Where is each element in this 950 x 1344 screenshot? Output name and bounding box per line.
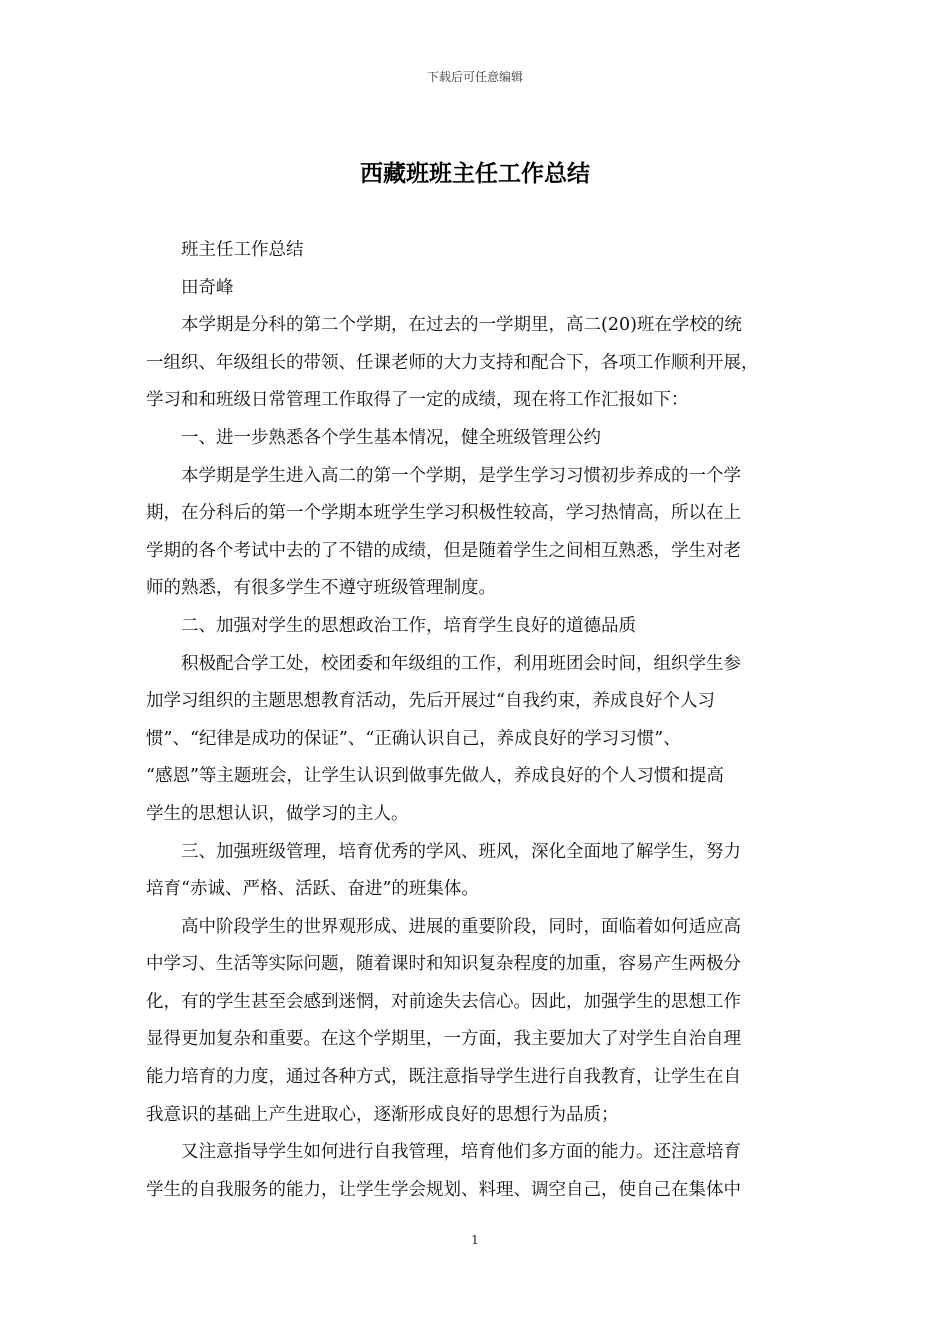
paragraph-line: 培育“赤诚、严格、活跃、奋进”的班集体。 — [146, 879, 479, 900]
paragraph-line: 本学期是学生进入高二的第一个学期，是学生学习习惯初步养成的一个学 — [181, 465, 741, 486]
paragraph-line: 本学期是分科的第二个学期，在过去的一学期里，高二(20)班在学校的统 — [181, 315, 742, 336]
paragraph-line: 高中阶段学生的世界观形成、进展的重要阶段，同时，面临着如何适应高 — [181, 916, 741, 937]
paragraph-line: 期，在分科后的第一个学期本班学生学习积极性较高，学习热情高，所以在上 — [146, 503, 741, 524]
subtitle-line: 班主任工作总结 — [181, 240, 304, 260]
paragraph-line: 师的熟悉，有很多学生不遵守班级管理制度。 — [146, 578, 496, 599]
header-note: 下载后可任意编辑 — [426, 70, 523, 84]
section-heading: 二、加强对学生的思想政治工作，培育学生良好的道德品质 — [181, 615, 636, 636]
paragraph-line: 一组织、年级组长的带领、任课老师的大力支持和配合下，各项工作顺利开展， — [146, 352, 759, 373]
paragraph-line: 学生的思想认识，做学习的主人。 — [146, 803, 409, 824]
paragraph-line: 惯”、“纪律是成功的保证”、“正确认识自己，养成良好的学习习惯”、 — [146, 728, 681, 749]
paragraph-line: “感恩”等主题班会，让学生认识到做事先做人，养成良好的个人习惯和提高 — [146, 766, 724, 787]
paragraph-line: 学期的各个考试中去的了不错的成绩，但是随着学生之间相互熟悉，学生对老 — [146, 540, 741, 561]
paragraph-line: 加学习组织的主题思想教育活动，先后开展过“自我约束，养成良好个人习 — [146, 691, 715, 712]
paragraph-line: 又注意指导学生如何进行自我管理，培育他们多方面的能力。还注意培育 — [181, 1142, 741, 1163]
section-heading: 三、加强班级管理，培育优秀的学风、班风，深化全面地了解学生，努力 — [181, 841, 741, 862]
paragraph-line: 学生的自我服务的能力，让学生学会规划、料理、调空自己，使自己在集体中 — [146, 1179, 741, 1200]
paragraph-line: 积极配合学工处，校团委和年级组的工作，利用班团会时间，组织学生参 — [181, 653, 741, 674]
paragraph-line: 我意识的基础上产生进取心，逐渐形成良好的思想行为品质； — [146, 1104, 619, 1125]
document-title: 西藏班班主任工作总结 — [360, 160, 590, 187]
paragraph-line: 化，有的学生甚至会感到迷惘，对前途失去信心。因此，加强学生的思想工作 — [146, 991, 741, 1012]
section-heading: 一、进一步熟悉各个学生基本情况，健全班级管理公约 — [181, 427, 601, 448]
paragraph-line: 显得更加复杂和重要。在这个学期里，一方面，我主要加大了对学生自治自理 — [146, 1029, 741, 1050]
paragraph-line: 中学习、生活等实际问题，随着课时和知识复杂程度的加重，容易产生两极分 — [146, 954, 741, 975]
paragraph-line: 学习和和班级日常管理工作取得了一定的成绩，现在将工作汇报如下： — [146, 390, 689, 411]
document-body — [146, 232, 810, 1209]
page-number: 1 — [471, 1233, 479, 1247]
paragraph-line: 能力培育的力度，通过各种方式，既注意指导学生进行自我教育，让学生在自 — [146, 1067, 741, 1088]
author-line: 田奇峰 — [181, 277, 234, 298]
